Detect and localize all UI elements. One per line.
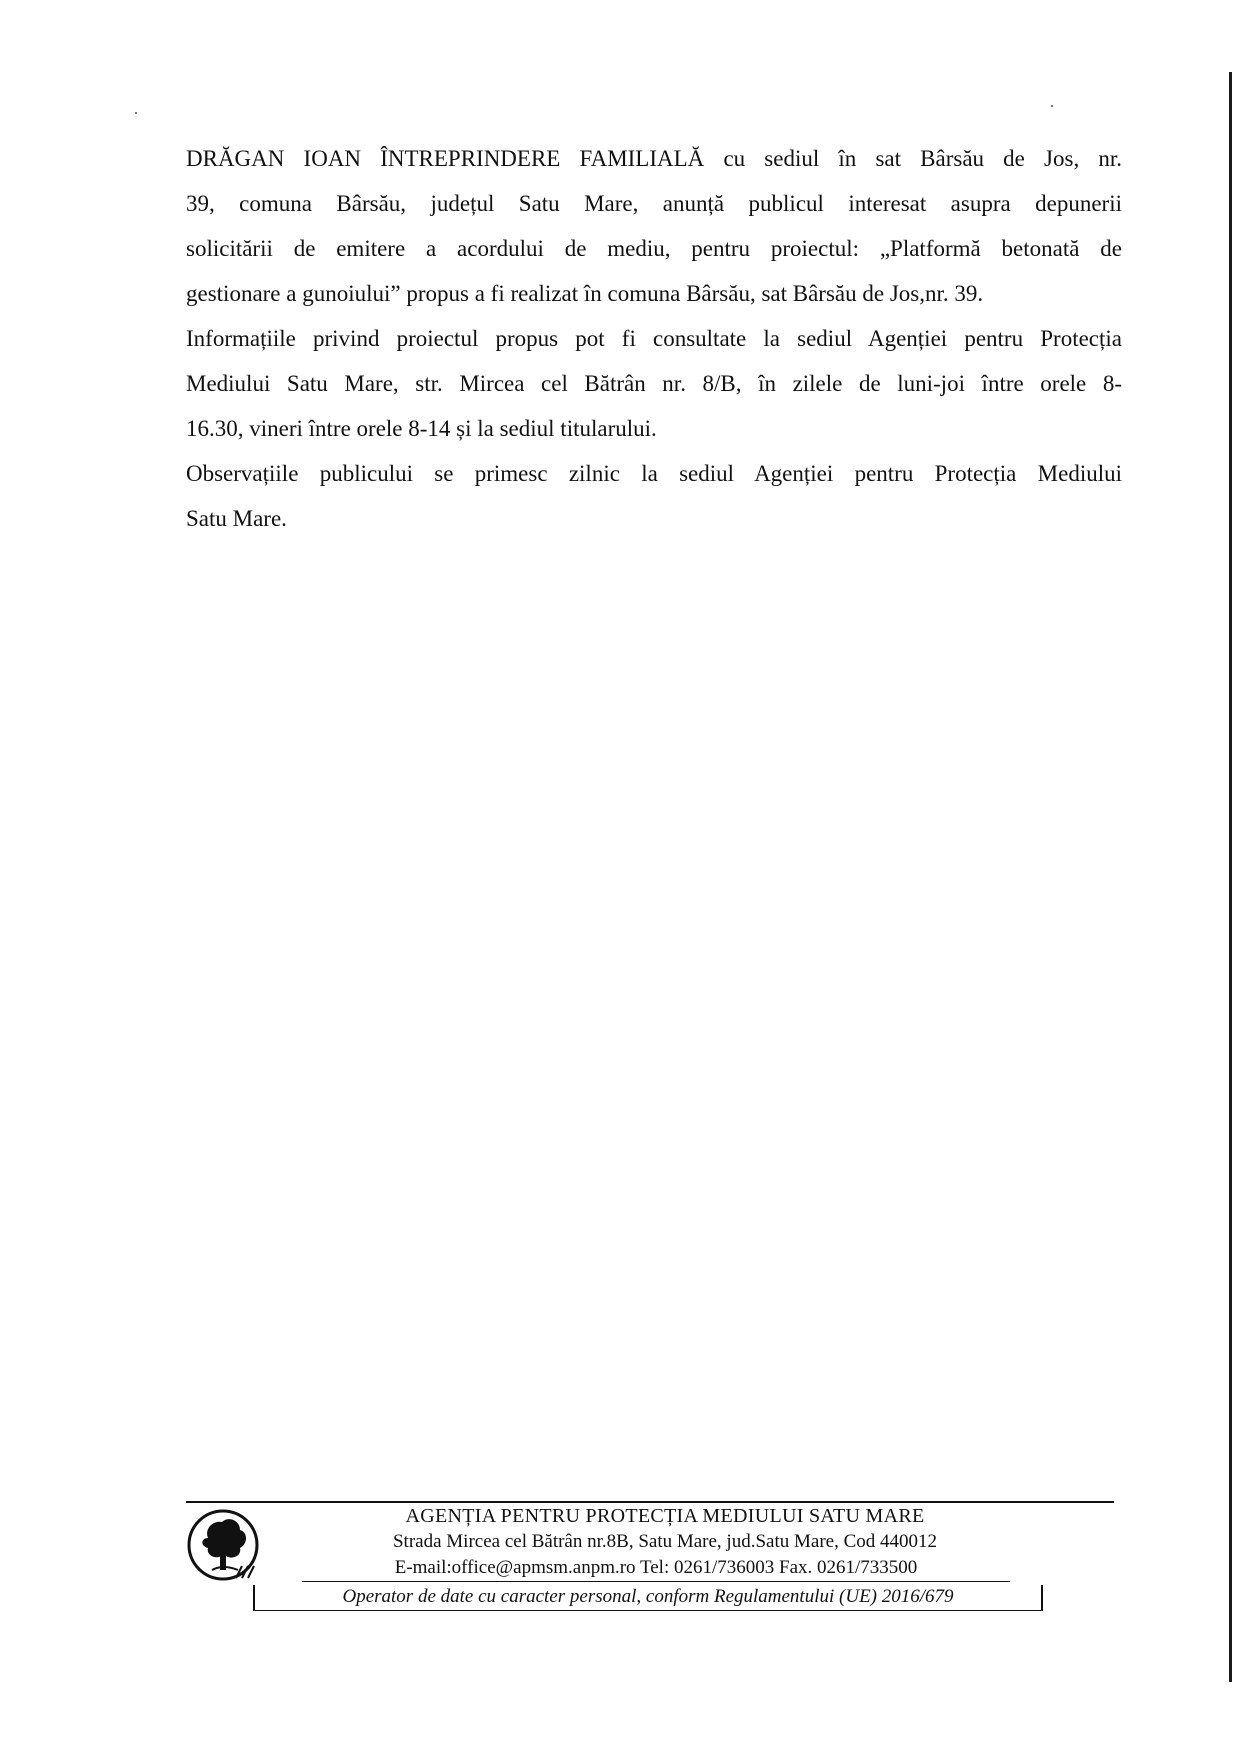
footer-address: Strada Mircea cel Bătrân nr.8B, Satu Mare, jud.Satu Mare, Cod 440012: [392, 1531, 937, 1552]
gdpr-notice: Operator de date cu caracter personal, conform Regulamentului (UE) 2016/679: [253, 1585, 1043, 1611]
announcement-line: Mediului Satu Mare, str. Mircea cel Bătrân nr. 8/B, în zilele de luni-joi între orele 8-: [186, 371, 1122, 396]
page-edge-line: [1229, 72, 1232, 1682]
scan-speck: [1051, 105, 1053, 107]
announcement-line: Satu Mare.: [186, 506, 287, 531]
announcement-line: solicitării de emitere a acordului de mediu, pentru proiectul: „Platformă betonată de: [186, 236, 1122, 261]
announcement-body: [186, 136, 1122, 541]
footer-agency-info: [290, 1503, 1040, 1582]
announcement-line: 39, comuna Bârsău, județul Satu Mare, anunță publicul interesat asupra depunerii: [186, 191, 1122, 216]
announcement-line: 16.30, vineri între orele 8-14 și la sediul titularului.: [186, 416, 657, 441]
announcement-line: DRĂGAN IOAN ÎNTREPRINDERE FAMILIALĂ cu sediul în sat Bârsău de Jos, nr.: [186, 146, 1122, 171]
announcement-line: gestionare a gunoiului” propus a fi realizat în comuna Bârsău, sat Bârsău de Jos,nr. 39.: [186, 281, 984, 306]
footer-contact: E-mail:office@apmsm.anpm.ro Tel: 0261/736003 Fax. 0261/733500: [302, 1555, 1010, 1582]
announcement-line: Informațiile privind proiectul propus pot fi consultate la sediul Agenției pentru Protecția: [186, 326, 1122, 351]
scan-speck: [135, 112, 137, 114]
announcement-line: Observațiile publicului se primesc zilnic la sediul Agenției pentru Protecția Mediului: [186, 461, 1122, 486]
tree-logo-icon: [186, 1508, 264, 1586]
footer-agency-name: AGENȚIA PENTRU PROTECȚIA MEDIULUI SATU MARE: [405, 1505, 925, 1527]
